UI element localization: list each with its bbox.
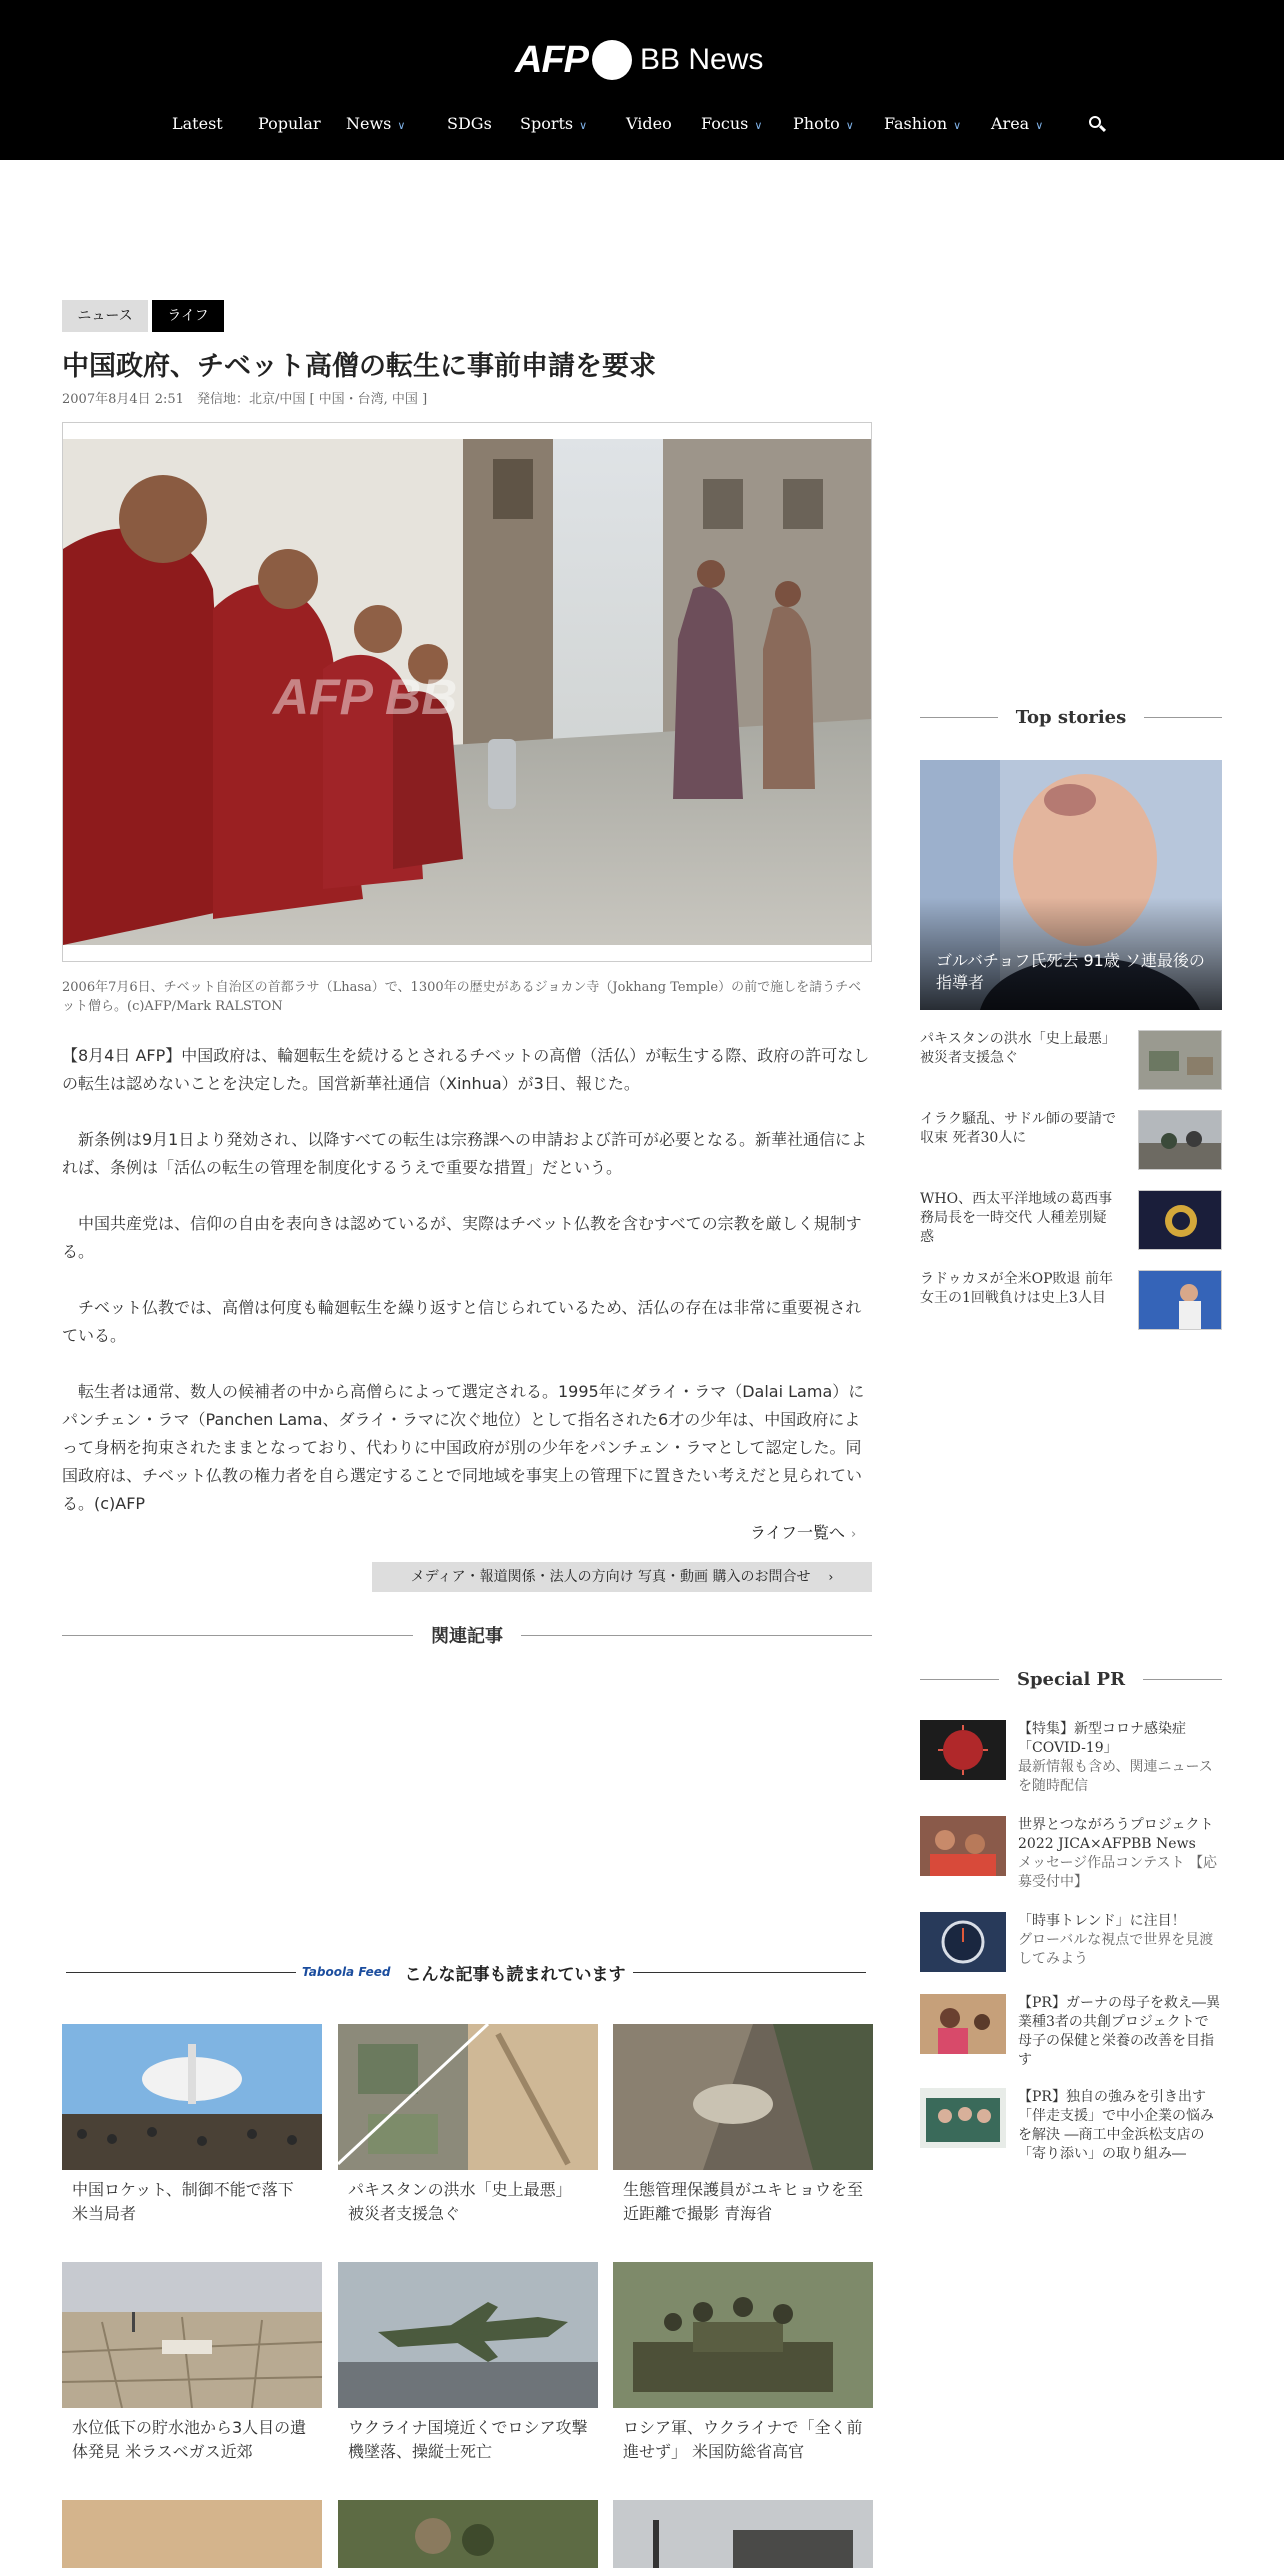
card-title: 生態管理保護員がユキヒョウを至近距離で撮影 青海省 bbox=[623, 2180, 864, 2223]
article-paragraph: 中国共産党は、信仰の自由を表向きは認めているが、実際はチベット仏教を含むすべての宗教を厳しく規制する。 bbox=[62, 1214, 862, 1261]
nav-label: News bbox=[346, 114, 392, 133]
top-story-item[interactable] bbox=[920, 1110, 1222, 1172]
nav-label: Latest bbox=[172, 114, 223, 133]
card-title: 中国ロケット、制御不能で落下 米当局者 bbox=[72, 2180, 294, 2223]
special-pr-item[interactable] bbox=[920, 1994, 1222, 2074]
top-story-title: イラク騒乱、サドル師の要請で収束 死者30人に bbox=[920, 1111, 1116, 1146]
divider bbox=[521, 1635, 872, 1636]
article-meta: 2007年8月4日 2:51 発信地：北京/中国 [ 中国・台湾, 中国 ] bbox=[62, 392, 428, 407]
nav-video[interactable] bbox=[626, 114, 672, 133]
photo-caption: 2006年7月6日、チベット自治区の首都ラサ（Lhasa）で、1300年の歴史があるジョカン寺（Jokhang Temple）の前で施しを請うチベット僧ら。(c)AFP/Mark RALSTON bbox=[62, 980, 862, 1014]
nav-area[interactable] bbox=[991, 114, 1043, 133]
special-pr-item[interactable] bbox=[920, 2088, 1222, 2168]
nav-popular[interactable] bbox=[258, 114, 321, 133]
top-story-title: パキスタンの洪水「史上最悪」 被災者支援急ぐ bbox=[920, 1031, 1116, 1066]
card-title: 水位低下の貯水池から3人目の遺体発見 米ラスベガス近郊 bbox=[72, 2418, 307, 2461]
chevron-down-icon: ∨ bbox=[953, 119, 962, 132]
top-story-thumb bbox=[1138, 1030, 1222, 1090]
nav-photo[interactable] bbox=[793, 114, 854, 133]
article-paragraph: 新条例は9月1日より発効され、以降すべての転生は宗務課への申請および許可が必要となる。新華社通信によれば、条例は「活仏の転生の管理を制度化するうえで重要な措置」だという。 bbox=[62, 1130, 868, 1177]
card-image bbox=[613, 2500, 873, 2568]
chevron-down-icon: ∨ bbox=[754, 119, 763, 132]
divider bbox=[633, 1972, 866, 1973]
top-stories-heading bbox=[920, 702, 1222, 732]
taboola-card[interactable] bbox=[338, 2024, 598, 2226]
top-story-thumb bbox=[1138, 1190, 1222, 1250]
nav-label: Focus bbox=[701, 114, 749, 133]
nav-sports[interactable] bbox=[520, 114, 587, 133]
taboola-card[interactable] bbox=[613, 2262, 873, 2464]
related-heading-label: 関連記事 bbox=[431, 1626, 503, 1647]
nav-label: Sports bbox=[520, 114, 574, 133]
card-image bbox=[338, 2500, 598, 2568]
pr-thumb bbox=[920, 2088, 1006, 2148]
special-pr-heading bbox=[920, 1664, 1222, 1694]
nav-sdgs[interactable] bbox=[447, 114, 492, 133]
taboola-feed-header bbox=[66, 1960, 866, 1984]
special-pr-label: Special PR bbox=[1016, 1668, 1126, 1690]
pr-thumb bbox=[920, 1912, 1006, 1972]
article-title: 中国政府、チベット高僧の転生に事前申請を要求 bbox=[62, 351, 656, 382]
card-image bbox=[62, 2024, 322, 2170]
pr-thumb bbox=[920, 1994, 1006, 2054]
nav-focus[interactable] bbox=[701, 114, 762, 133]
pr-thumb bbox=[920, 1720, 1006, 1780]
pr-title: 「時事トレンド」に注目！ bbox=[1018, 1913, 1186, 1929]
article-paragraph: 転生者は通常、数人の候補者の中から高僧らによって選定される。1995年にダライ・ラマ（Dalai Lama）にパンチェン・ラマ（Panchen Lama、ダライ・ラマに次ぐ地位）として指名された6才の少年は、中国政府によって身柄を拘束されたままとなっており、代わりに中国政府が別の少年をパンチェン・ラマとして認定した。同国政府は、チベット仏教の権力者を自ら選定することで同地域を事実上の管理下に置きたい考えだと見られている。(c)AFP bbox=[62, 1382, 865, 1513]
tag-life[interactable]: ライフ bbox=[152, 300, 224, 332]
nav-label: Fashion bbox=[884, 114, 948, 133]
pr-text bbox=[1018, 1720, 1222, 1796]
top-story-thumb bbox=[1138, 1270, 1222, 1330]
pr-text bbox=[1018, 1912, 1222, 1969]
article-photo-frame bbox=[62, 422, 872, 962]
chevron-right-icon: › bbox=[828, 1570, 834, 1584]
pr-title: 【特集】新型コロナ感染症「COVID-19」 bbox=[1018, 1721, 1186, 1756]
card-image bbox=[613, 2024, 873, 2170]
taboola-card[interactable] bbox=[62, 2024, 322, 2226]
article-paragraph: チベット仏教では、高僧は何度も輪廻転生を繰り返すと信じられているため、活仏の存在は非常に重要視されている。 bbox=[62, 1298, 862, 1345]
taboola-card[interactable] bbox=[613, 2500, 873, 2568]
related-heading bbox=[62, 1620, 872, 1650]
card-image bbox=[62, 2500, 322, 2568]
tag-news[interactable]: ニュース bbox=[62, 300, 148, 332]
nav-latest[interactable] bbox=[172, 114, 223, 133]
top-stories-label: Top stories bbox=[1015, 706, 1127, 728]
card-image bbox=[613, 2262, 873, 2408]
pr-text bbox=[1018, 1816, 1222, 1892]
top-story-item[interactable] bbox=[920, 1030, 1222, 1092]
special-pr-item[interactable] bbox=[920, 1720, 1222, 1800]
taboola-heading: こんな記事も読まれています bbox=[404, 1964, 626, 1985]
nav-label: Popular bbox=[258, 114, 321, 133]
pr-subtitle: 最新情報も含め、関連ニュースを随時配信 bbox=[1018, 1759, 1213, 1794]
nav-news[interactable] bbox=[346, 114, 405, 133]
top-story-title: ラドゥカヌが全米OP敗退 前年女王の1回戦負けは史上3人目 bbox=[920, 1271, 1113, 1306]
site-header bbox=[0, 0, 1284, 160]
top-story-item[interactable] bbox=[920, 1270, 1222, 1332]
card-image bbox=[338, 2024, 598, 2170]
pr-text bbox=[1018, 1994, 1222, 2070]
taboola-card[interactable] bbox=[613, 2024, 873, 2226]
top-story-hero[interactable] bbox=[920, 760, 1222, 1010]
pr-subtitle: グローバルな視点で世界を見渡してみよう bbox=[1018, 1932, 1214, 1967]
taboola-card[interactable] bbox=[338, 2500, 598, 2568]
chevron-down-icon: ∨ bbox=[1035, 119, 1044, 132]
search-icon[interactable] bbox=[1089, 116, 1107, 134]
card-title: ロシア軍、ウクライナで「全く前進せず」 米国防総省高官 bbox=[623, 2418, 863, 2461]
pr-thumb bbox=[920, 1816, 1006, 1876]
life-list-label: ライフ一覧へ bbox=[750, 1523, 846, 1542]
photo-purchase-button[interactable] bbox=[372, 1562, 872, 1592]
pr-title: 【PR】ガーナの母子を救え―異業種3者の共創プロジェクトで母子の保健と栄養の改善を目指す bbox=[1018, 1995, 1220, 2068]
pr-subtitle: メッセージ作品コンテスト 【応募受付中】 bbox=[1018, 1855, 1218, 1890]
pr-title: 世界とつながろうプロジェクト2022 JICA×AFPBB News bbox=[1018, 1817, 1214, 1852]
chevron-down-icon: ∨ bbox=[845, 119, 854, 132]
divider bbox=[66, 1972, 296, 1973]
site-logo[interactable] bbox=[515, 36, 763, 84]
nav-label: SDGs bbox=[447, 114, 492, 133]
divider bbox=[920, 717, 998, 718]
divider bbox=[1143, 1679, 1222, 1680]
article-paragraph: 【8月4日 AFP】中国政府は、輪廻転生を続けるとされるチベットの高僧（活仏）が転生する際、政府の許可なしの転生は認めないことを決定した。国営新華社通信（Xinhua）が3日、報じた。 bbox=[62, 1046, 870, 1093]
main-nav bbox=[0, 106, 1284, 142]
pr-text bbox=[1018, 2088, 1222, 2164]
chevron-down-icon: ∨ bbox=[397, 119, 406, 132]
divider bbox=[62, 1635, 413, 1636]
card-title: パキスタンの洪水「史上最悪」 被災者支援急ぐ bbox=[348, 2180, 572, 2223]
divider bbox=[920, 1679, 999, 1680]
special-pr-item[interactable] bbox=[920, 1912, 1222, 1972]
taboola-card[interactable] bbox=[338, 2262, 598, 2464]
photo-purchase-label: メディア・報道関係・法人の方向け 写真・動画 購入のお問合せ bbox=[410, 1569, 811, 1585]
nav-label: Photo bbox=[793, 114, 840, 133]
card-title: ウクライナ国境近くでロシア攻撃機墜落、操縦士死亡 bbox=[348, 2418, 588, 2461]
logo-afp-text: AFP bbox=[515, 38, 588, 81]
life-list-link[interactable] bbox=[750, 1520, 856, 1543]
chevron-down-icon: ∨ bbox=[579, 119, 588, 132]
card-image bbox=[62, 2262, 322, 2408]
top-story-title: WHO、西太平洋地域の葛西事務局長を一時交代 人種差別疑惑 bbox=[920, 1191, 1113, 1245]
chevron-right-icon: › bbox=[851, 1527, 857, 1542]
taboola-card[interactable] bbox=[62, 2262, 322, 2464]
divider bbox=[1144, 717, 1222, 718]
nav-fashion[interactable] bbox=[884, 114, 961, 133]
top-story-thumb bbox=[1138, 1110, 1222, 1170]
nav-label: Area bbox=[991, 114, 1030, 133]
logo-circle-icon bbox=[592, 40, 632, 80]
pr-title: 【PR】独自の強みを引き出す「伴走支援」で中小企業の悩みを解決 ―商工中金浜松支店の「寄り添い」の取り組み― bbox=[1018, 2089, 1214, 2162]
photo-watermark: AFP BB bbox=[273, 669, 458, 725]
card-image bbox=[338, 2262, 598, 2408]
article-photo[interactable] bbox=[63, 439, 871, 945]
taboola-card[interactable] bbox=[62, 2500, 322, 2568]
nav-label: Video bbox=[626, 114, 672, 133]
top-story-item[interactable] bbox=[920, 1190, 1222, 1252]
special-pr-item[interactable] bbox=[920, 1816, 1222, 1896]
logo-bb-text: BB News bbox=[640, 43, 764, 76]
taboola-logo[interactable]: Taboola Feed bbox=[302, 1965, 391, 1979]
hero-caption: ゴルバチョフ氏死去 91歳 ソ連最後の指導者 bbox=[936, 951, 1205, 992]
